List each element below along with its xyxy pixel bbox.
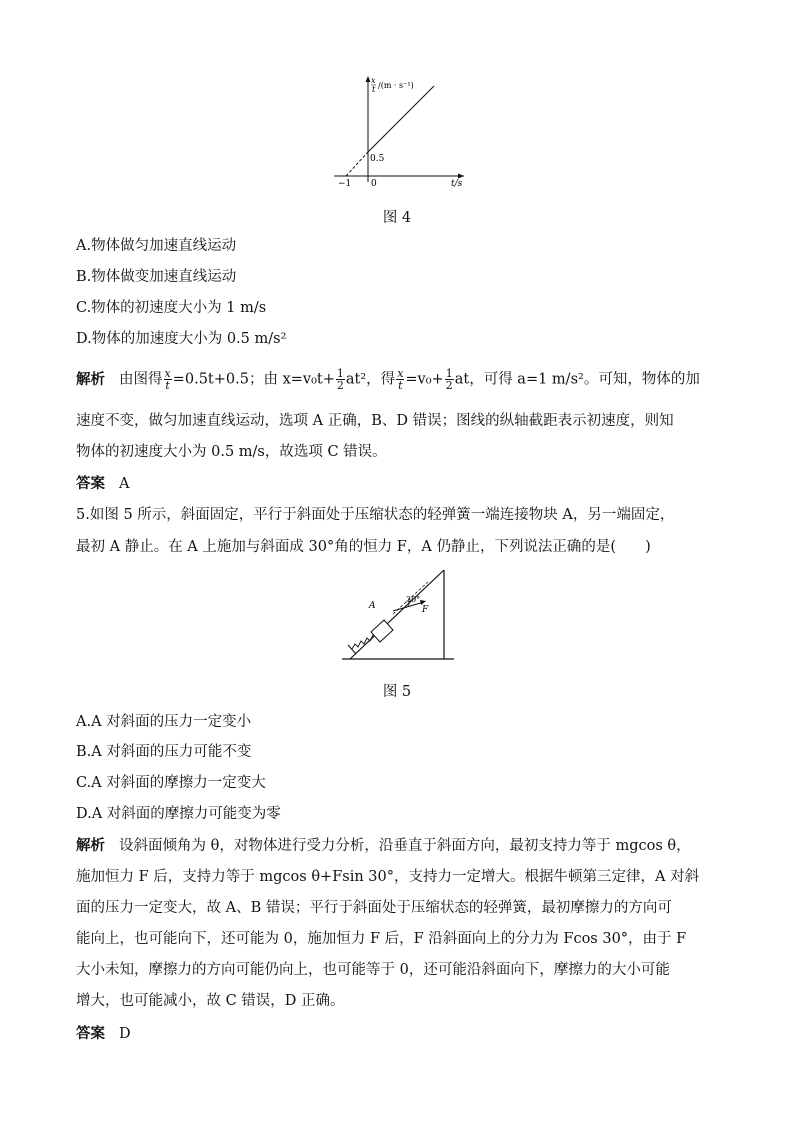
q5-answer-value: D: [119, 1026, 131, 1042]
q4-analysis-label: 解析: [76, 370, 105, 388]
q5-analysis-label: 解析: [76, 837, 105, 854]
force-label: F: [422, 605, 429, 615]
fraction-x-over-t: $\frac{x}{t}$: [164, 367, 171, 392]
q4-analysis-line-1: [76, 368, 700, 391]
y-axis-arrow: [366, 76, 371, 82]
block-a: [371, 620, 393, 642]
incline-surface: [350, 570, 444, 659]
q4-option-a: A.物体做匀加速直线运动: [76, 238, 237, 254]
fraction-one-half-2: $\frac{1}{2}$: [445, 367, 453, 392]
x-axis-label: t/s: [451, 179, 463, 189]
q4-option-b: B.物体做变加速直线运动: [76, 269, 237, 285]
q5-analysis-text-1: 设斜面倾角为 θ，对物体进行受力分析，沿垂直于斜面方向，最初支持力等于 mgcos θ，: [119, 838, 691, 854]
q4-analysis-text-d: =v₀+: [405, 371, 444, 388]
figure-5-incline: [338, 564, 458, 666]
q5-analysis-line-3: 面的压力一定变大，故 A、B 错误；平行于斜面处于压缩状态的轻弹簧，最初摩擦力的方向可: [76, 900, 672, 916]
q4-answer: [76, 474, 129, 494]
q4-analysis-line-2: 速度不变，做匀加速直线运动，选项 A 正确，B、D 错误；图线的纵轴截距表示初速度，则知: [76, 413, 674, 429]
y-axis-label-den: t: [372, 85, 376, 94]
q5-option-c: C.A 对斜面的摩擦力一定变大: [76, 775, 266, 791]
q4-analysis-text-b: =0.5t+0.5；由 x=v₀t+: [172, 371, 335, 388]
q4-analysis-line-3: 物体的初速度大小为 0.5 m/s，故选项 C 错误。: [76, 444, 387, 460]
q5-answer-label: 答案: [76, 1025, 105, 1042]
spring-wall: [348, 645, 356, 654]
q5-stem-line-2: 最初 A 静止。在 A 上施加与斜面成 30°角的恒力 F，A 仍静止，下列说法正确的是( ): [76, 539, 651, 555]
q5-analysis-line-6: 增大，也可能减小，故 C 错误，D 正确。: [76, 993, 345, 1009]
neg-one-label: −1: [338, 179, 352, 189]
q5-option-a: A.A 对斜面的压力一定变小: [76, 714, 252, 730]
angle-label: 30°: [406, 595, 421, 604]
origin-label: 0: [371, 179, 377, 189]
figure-4-caption: 图 4: [382, 210, 412, 226]
q4-analysis-text-e: at，可得 a=1 m/s²。可知，物体的加: [454, 371, 700, 388]
q4-option-c: C.物体的初速度大小为 1 m/s: [76, 300, 267, 316]
q5-answer: [76, 1024, 131, 1044]
q4-analysis-text-c: at²，得: [345, 371, 396, 388]
q4-analysis-text-a: 由图得: [119, 371, 163, 388]
y-axis-label-num: x: [371, 76, 376, 85]
q5-analysis-line-2: 施加恒力 F 后，支持力等于 mgcos θ+Fsin 30°，支持力一定增大。根据牛顿第三定律，A 对斜: [76, 869, 700, 885]
intercept-label: 0.5: [370, 154, 385, 164]
q5-stem-line-1: 5.如图 5 所示，斜面固定，平行于斜面处于压缩状态的轻弹簧一端连接物块 A，另一端固定，: [76, 507, 675, 523]
q4-answer-label: 答案: [76, 475, 105, 492]
q4-option-d: D.物体的加速度大小为 0.5 m/s²: [76, 331, 287, 347]
q5-analysis-line-5: 大小未知，摩擦力的方向可能仍向上，也可能等于 0，还可能沿斜面向下，摩擦力的大小可能: [76, 962, 670, 978]
figure-4-graph: [330, 72, 470, 197]
block-label: A: [369, 601, 376, 611]
q4-answer-value: A: [119, 476, 130, 492]
q5-option-d: D.A 对斜面的摩擦力可能变为零: [76, 806, 281, 822]
q5-option-b: B.A 对斜面的压力可能不变: [76, 744, 252, 760]
q5-analysis-line-4: 能向上，也可能向下，还可能为 0，施加恒力 F 后，F 沿斜面向上的分力为 Fcos 30°，由于 F: [76, 931, 687, 947]
figure-5-caption: 图 5: [382, 684, 412, 700]
x-axis-arrow: [458, 174, 464, 179]
dashed-extension: [346, 152, 368, 176]
y-axis-unit: /(m · s⁻¹): [378, 81, 414, 90]
fraction-one-half: $\frac{1}{2}$: [336, 367, 344, 392]
fraction-x-over-t-2: $\frac{x}{t}$: [397, 367, 404, 392]
graph-line: [368, 86, 434, 152]
q5-analysis-line-1: [76, 836, 691, 856]
